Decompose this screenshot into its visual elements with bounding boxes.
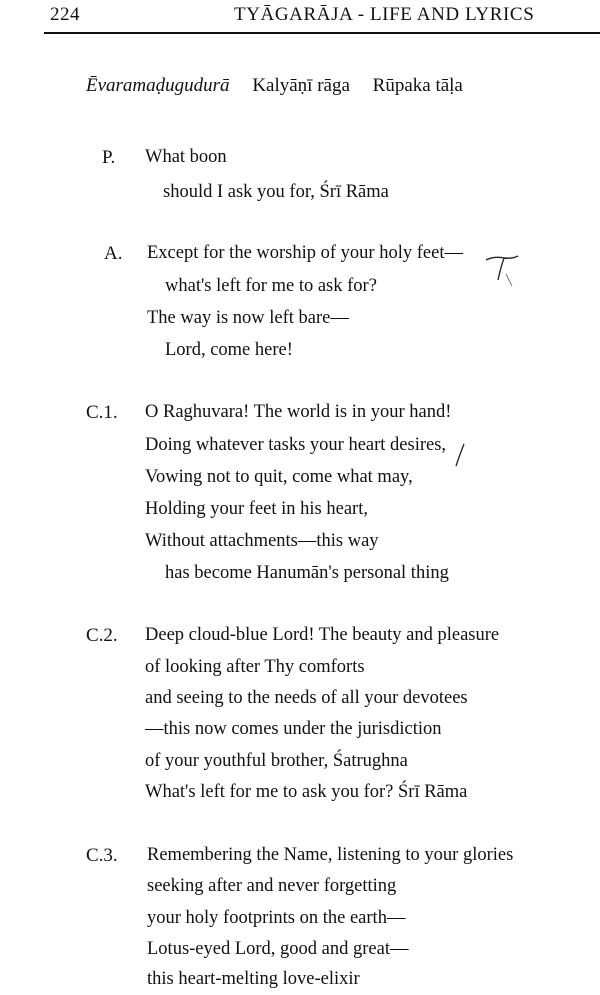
verse-line: Deep cloud-blue Lord! The beauty and pleasure [145,625,500,645]
running-title: TYĀGARĀJA - LIFE AND LYRICS [234,4,535,25]
page-number: 224 [50,4,80,25]
section-label: P. [102,147,116,168]
verse-line: this heart-melting love-elixir [147,969,360,989]
section-label: C.2. [86,625,118,646]
verse-line: What boon [145,147,227,167]
raga-name: Kalyāṇī rāga [252,75,350,96]
song-title-line [86,75,481,97]
section-label: C.3. [86,845,118,866]
verse-line: should I ask you for, Śrī Rāma [163,182,389,202]
verse-line: of your youthful brother, Śatrughna [145,751,408,771]
verse-line: Except for the worship of your holy feet— [147,243,463,263]
verse-line: The way is now left bare— [147,308,349,328]
header-rule [44,32,600,34]
song-title: Ēvaramaḍugudurā [86,75,230,96]
verse-line: Remembering the Name, listening to your glories [147,845,514,865]
verse-line: Lord, come here! [165,340,293,360]
page-header [0,0,600,44]
section-label: A. [104,243,123,264]
verse-line: Vowing not to quit, come what may, [145,467,413,487]
section-label: C.1. [86,402,118,423]
tala-name: Rūpaka tāḷa [372,75,463,96]
verse-line: what's left for me to ask for? [165,276,377,296]
verse-line: O Raghuvara! The world is in your hand! [145,402,452,422]
verse-line: and seeing to the needs of all your devotees [145,688,468,708]
verse-line: has become Hanumān's personal thing [165,563,449,583]
verse-line: What's left for me to ask you for? Śrī Rāma [145,782,468,802]
verse-line: seeking after and never forgetting [147,876,397,896]
verse-line: of looking after Thy comforts [145,657,365,677]
verse-line: Holding your feet in his heart, [145,499,368,519]
verse-line: Doing whatever tasks your heart desires, [145,435,447,455]
verse-line: your holy footprints on the earth— [147,908,406,928]
pen-mark-icon [484,248,524,290]
verse-line: —this now comes under the jurisdiction [145,719,442,739]
pen-slash-icon [450,442,470,470]
verse-line: Without attachments—this way [145,531,379,551]
verse-line: Lotus-eyed Lord, good and great— [147,939,409,959]
